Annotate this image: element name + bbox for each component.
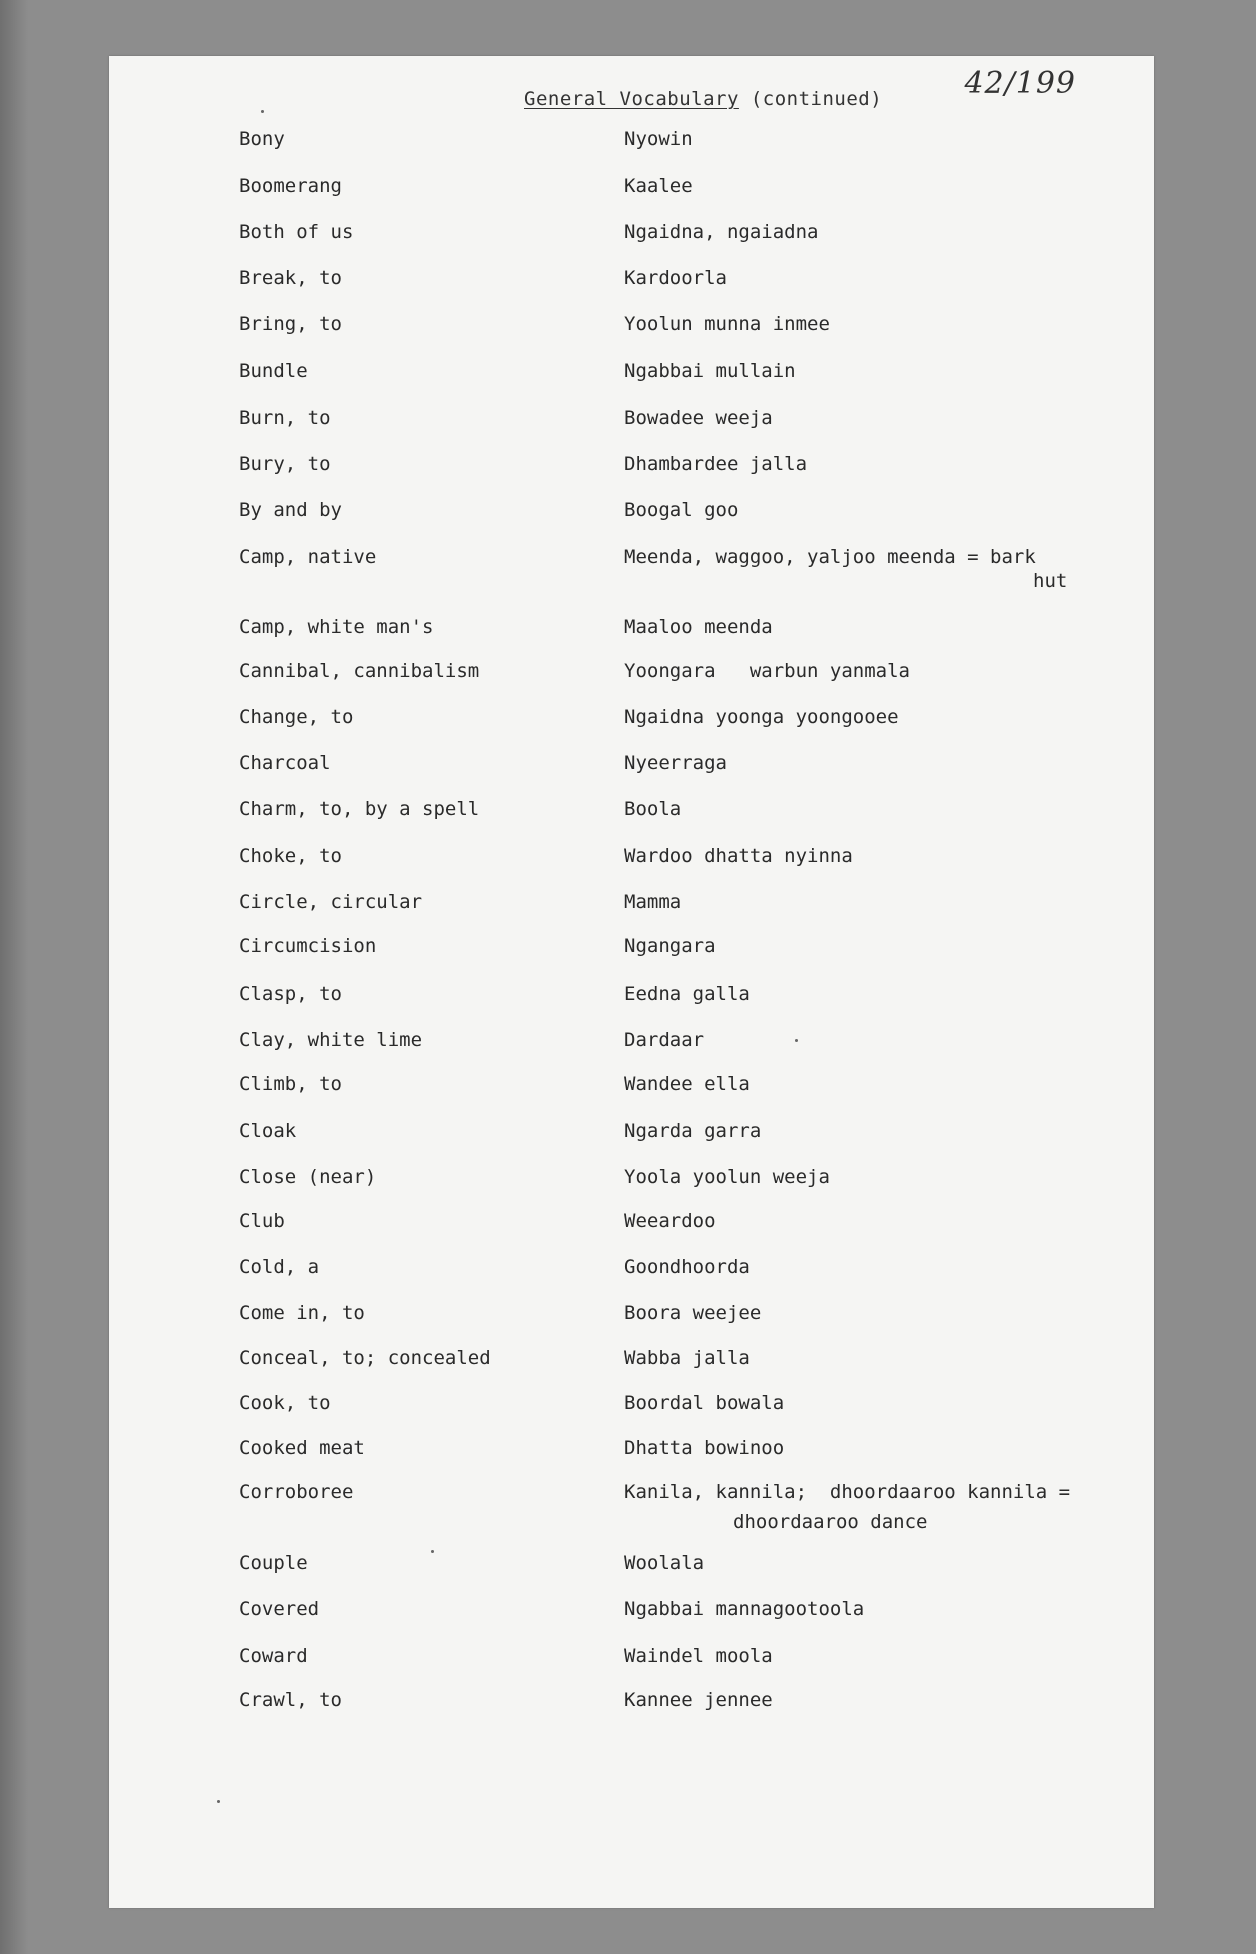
vocab-translation: Kaalee — [624, 175, 693, 197]
scan-background-edge — [0, 0, 28, 1954]
vocab-term: Club — [239, 1210, 285, 1232]
vocab-term: Crawl, to — [239, 1689, 342, 1711]
vocab-translation: Yoolun munna inmee — [624, 313, 830, 335]
vocab-translation: Eedna galla — [624, 983, 750, 1005]
vocab-translation: Ngabbai mannagootoola — [624, 1598, 865, 1620]
paper-speck — [795, 1039, 798, 1042]
vocab-translation: Boordal bowala — [624, 1392, 785, 1414]
vocab-translation: Dhatta bowinoo — [624, 1437, 785, 1459]
vocab-term: Both of us — [239, 221, 354, 243]
vocab-translation: Ngaidna yoonga yoongooee — [624, 706, 899, 728]
vocab-term: Clasp, to — [239, 983, 342, 1005]
vocab-translation: Ngangara — [624, 935, 716, 957]
vocab-term: Camp, white man's — [239, 616, 434, 638]
vocab-translation: Boogal goo — [624, 499, 739, 521]
vocab-translation: Goondhoorda — [624, 1256, 750, 1278]
vocab-term: By and by — [239, 499, 342, 521]
vocabulary-list — [109, 56, 1154, 1908]
vocab-translation: Dhambardee jalla — [624, 453, 808, 475]
vocab-term: Change, to — [239, 706, 354, 728]
vocab-translation: Wabba jalla — [624, 1347, 750, 1369]
vocab-translation: Kanila, kannila; dhoordaaroo kannila = — [624, 1481, 1071, 1503]
vocab-translation: Kannee jennee — [624, 1689, 773, 1711]
vocab-translation-continuation: dhoordaaroo dance — [733, 1511, 928, 1533]
vocab-term: Choke, to — [239, 845, 342, 867]
vocab-translation: Ngarda garra — [624, 1120, 762, 1142]
vocab-term: Burn, to — [239, 407, 331, 429]
vocab-term: Close (near) — [239, 1166, 377, 1188]
vocab-translation: Yoongara warbun yanmala — [624, 660, 910, 682]
vocab-translation: Mamma — [624, 891, 682, 913]
vocab-term: Bury, to — [239, 453, 331, 475]
vocab-term: Climb, to — [239, 1073, 342, 1095]
page-title-suffix: (continued) — [738, 88, 883, 110]
vocab-term: Cook, to — [239, 1392, 331, 1414]
vocab-translation: Wandee ella — [624, 1073, 750, 1095]
vocab-translation: Boora weejee — [624, 1302, 762, 1324]
vocab-translation: Nyeerraga — [624, 752, 727, 774]
vocab-term: Charcoal — [239, 752, 331, 774]
vocab-translation: Ngaidna, ngaiadna — [624, 221, 819, 243]
paper-speck — [261, 110, 264, 113]
page-number: 42/199 — [964, 66, 1076, 101]
paper-speck — [431, 1550, 434, 1553]
vocab-term: Camp, native — [239, 546, 377, 568]
vocab-translation: Kardoorla — [624, 267, 727, 289]
vocab-translation: Weeardoo — [624, 1210, 716, 1232]
paper-speck — [217, 1800, 220, 1803]
vocab-translation: Yoola yoolun weeja — [624, 1166, 830, 1188]
vocab-term: Circle, circular — [239, 891, 423, 913]
vocab-term: Clay, white lime — [239, 1029, 423, 1051]
vocab-translation: Wardoo dhatta nyinna — [624, 845, 853, 867]
vocab-translation: Nyowin — [624, 128, 693, 150]
vocab-term: Cannibal, cannibalism — [239, 660, 480, 682]
vocab-term: Break, to — [239, 267, 342, 289]
vocab-translation: Ngabbai mullain — [624, 360, 796, 382]
vocab-term: Corroboree — [239, 1481, 354, 1503]
vocab-term: Boomerang — [239, 175, 342, 197]
vocab-term: Circumcision — [239, 935, 377, 957]
vocab-term: Conceal, to; concealed — [239, 1347, 491, 1369]
vocab-term: Bring, to — [239, 313, 342, 335]
vocab-translation: Meenda, waggoo, yaljoo meenda = bark — [624, 546, 1036, 568]
vocab-translation: Bowadee weeja — [624, 407, 773, 429]
vocab-translation: Boola — [624, 798, 682, 820]
vocab-translation: Waindel moola — [624, 1645, 773, 1667]
vocab-term: Charm, to, by a spell — [239, 798, 480, 820]
vocab-term: Come in, to — [239, 1302, 365, 1324]
vocab-term: Couple — [239, 1552, 308, 1574]
vocab-term: Cold, a — [239, 1256, 320, 1278]
vocab-term: Coward — [239, 1645, 308, 1667]
document-page — [109, 56, 1154, 1908]
vocab-translation: Dardaar — [624, 1029, 705, 1051]
vocab-translation: Maaloo meenda — [624, 616, 773, 638]
vocab-translation: Woolala — [624, 1552, 705, 1574]
vocab-term: Bundle — [239, 360, 308, 382]
vocab-term: Bony — [239, 128, 285, 150]
vocab-translation-continuation: hut — [1033, 570, 1068, 592]
vocab-term: Cooked meat — [239, 1437, 365, 1459]
vocab-term: Cloak — [239, 1120, 297, 1142]
page-title-main: General Vocabulary — [524, 88, 739, 110]
vocab-term: Covered — [239, 1598, 320, 1620]
